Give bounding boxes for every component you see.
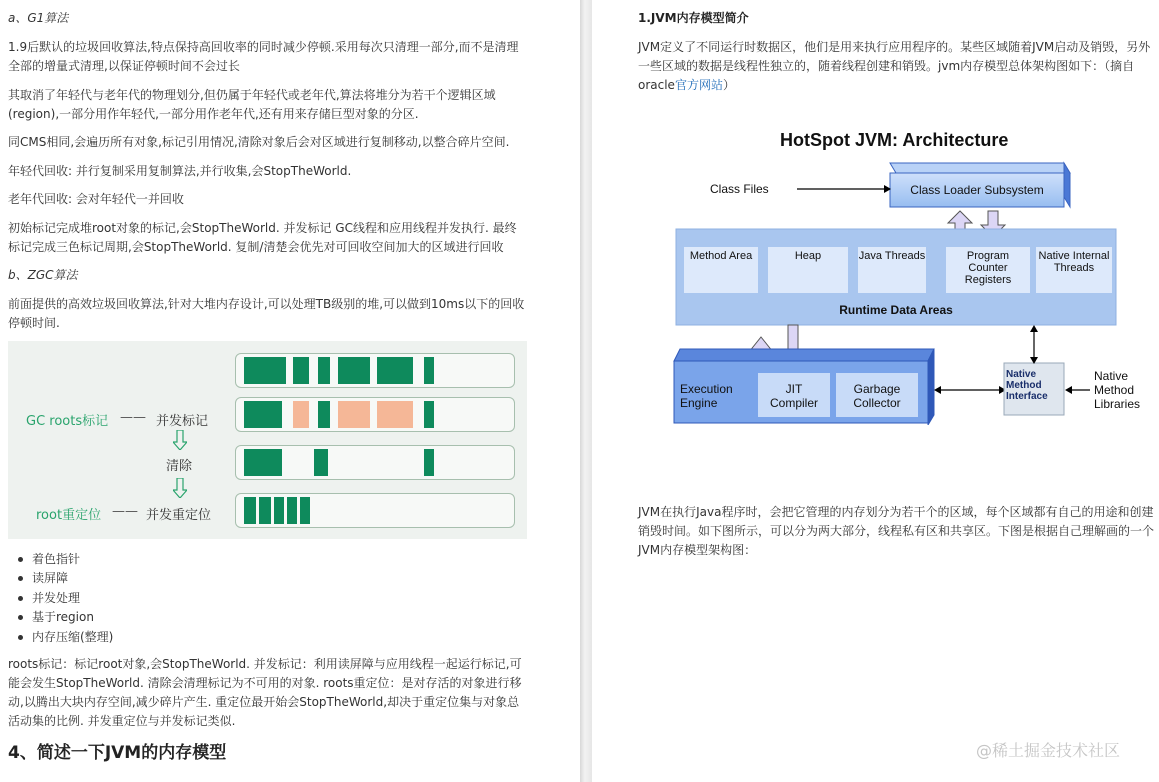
jit-compiler-box: JIT Compiler <box>769 382 818 410</box>
zgc-row-initial <box>235 353 515 388</box>
java-threads-box: Java Threads <box>858 250 926 262</box>
clear-label: 清除 <box>166 459 193 474</box>
gc-roots-label: GC roots标记 <box>26 414 109 429</box>
list-item: 基于region <box>14 608 113 627</box>
diagram-shapes <box>670 125 1159 425</box>
down-arrow-icon <box>173 478 187 498</box>
paragraph-old-gc: 老年代回收: 会对年轻代一并回收 <box>8 192 184 206</box>
paragraph-g1-phases: 初始标记完成堆root对象的标记,会StopTheWorld. 并发标记 GC线程和应用线程并发执行. 最终标记完成三色标记周期,会StopTheWorld. 复制/清楚会优先对可回收空间加大的区域进行回收 <box>8 221 517 254</box>
paragraph-jvm-intro: JVM定义了不同运行时数据区，他们是用来执行应用程序的。某些区域随着JVM启动及销毁，另外一些区域的数据是线程性独立的，随着线程创建和销毁。jvm内存模型总体架构图如下：（摘自oracle官方网站） <box>638 40 1151 92</box>
zgc-heading: b、ZGC算法 <box>8 268 78 282</box>
arrow-right: —— <box>112 504 138 519</box>
down-arrow-icon <box>173 430 187 450</box>
list-item: 并发处理 <box>14 589 113 608</box>
jvm-model-heading: 1.JVM内存模型简介 <box>638 11 749 25</box>
zgc-phases-figure <box>8 341 527 539</box>
native-method-libraries-label: Native Method Libraries <box>1094 369 1141 411</box>
native-method-interface-box: Native Method Interface <box>1006 369 1048 402</box>
oracle-site-link[interactable]: 官方网站 <box>674 78 723 92</box>
paragraph-jvm-areas: JVM在执行Java程序时，会把它管理的内存划分为若干个的区域，每个区域都有自己的用途和创建销毁时间。如下图所示，可以分为两大部分，线程私有区和共享区。下图是根据自己理解画的一个JVM内存模型架构图： <box>638 505 1155 557</box>
paragraph-g1-regions: 其取消了年轻代与老年代的物理划分,但仍属于年轻代或老年代,算法将堆分为若干个逻辑区域(region),一部分用作年轻代,一部分用作老年代,还有用来存储巨型对象的分区. <box>8 88 496 121</box>
zgc-features-list <box>14 550 113 647</box>
page-divider <box>580 0 592 782</box>
class-files-label: Class Files <box>710 182 769 196</box>
list-item: 读屏障 <box>14 569 113 588</box>
watermark: @稀土掘金技术社区 <box>976 741 1121 760</box>
zgc-row-cleared <box>235 445 515 480</box>
diagram-title: HotSpot JVM: Architecture <box>780 130 1009 150</box>
method-area-box: Method Area <box>689 250 753 262</box>
runtime-data-areas-label: Runtime Data Areas <box>839 303 953 317</box>
g1-heading: a、G1算法 <box>8 11 69 25</box>
garbage-collector-box: Garbage Collector <box>853 382 901 410</box>
section-heading-jvm-memory: 4、简述一下JVM的内存模型 <box>8 743 227 763</box>
hotspot-architecture-diagram <box>670 125 1159 425</box>
zgc-row-marked <box>235 397 515 432</box>
paragraph-g1-cms: 同CMS相同,会遍历所有对象,标记引用情况,清除对象后会对区域进行复制移动,以整合碎片空间. <box>8 135 510 149</box>
paragraph-zgc-intro: 前面提供的高效垃圾回收算法,针对大堆内存设计,可以处理TB级别的堆,可以做到10ms以下的回收停顿时间. <box>8 297 525 330</box>
class-loader-box: Class Loader Subsystem <box>910 183 1044 197</box>
program-counter-box: Program Counter Registers <box>964 250 1012 286</box>
heap-box: Heap <box>794 250 822 262</box>
list-item: 着色指针 <box>14 550 113 569</box>
concurrent-relocate-label: 并发重定位 <box>146 508 212 523</box>
arrow-right: —— <box>120 410 146 425</box>
paragraph-zgc-phases: roots标记：标记root对象,会StopTheWorld. 并发标记：利用读屏障与应用线程一起运行标记,可能会发生StopTheWorld. 清除会清理标记为不可用的对象. roots重定位：是对存活的对象进行移动,以腾出大块内存空间,减少碎片产生. 重定位最开始会StopTheWorld,却决于重定位集与对象总活动集的比例. 并发重定位与并发标记类似. <box>8 657 522 728</box>
native-threads-box: Native Internal Threads <box>1038 250 1110 274</box>
paragraph-young-gc: 年轻代回收: 并行复制采用复制算法,并行收集,会StopTheWorld. <box>8 164 352 178</box>
paragraph-g1-intro: 1.9后默认的垃圾回收算法,特点保持高回收率的同时减少停顿.采用每次只清理一部分,而不是清理全部的增量式清理,以保证停顿时间不会过长 <box>8 40 519 73</box>
zgc-row-relocated <box>235 493 515 528</box>
execution-engine-box: Execution Engine <box>680 382 733 410</box>
list-item: 内存压缩(整理) <box>14 628 113 647</box>
concurrent-mark-label: 并发标记 <box>156 414 209 429</box>
root-relocate-label: root重定位 <box>36 508 102 523</box>
